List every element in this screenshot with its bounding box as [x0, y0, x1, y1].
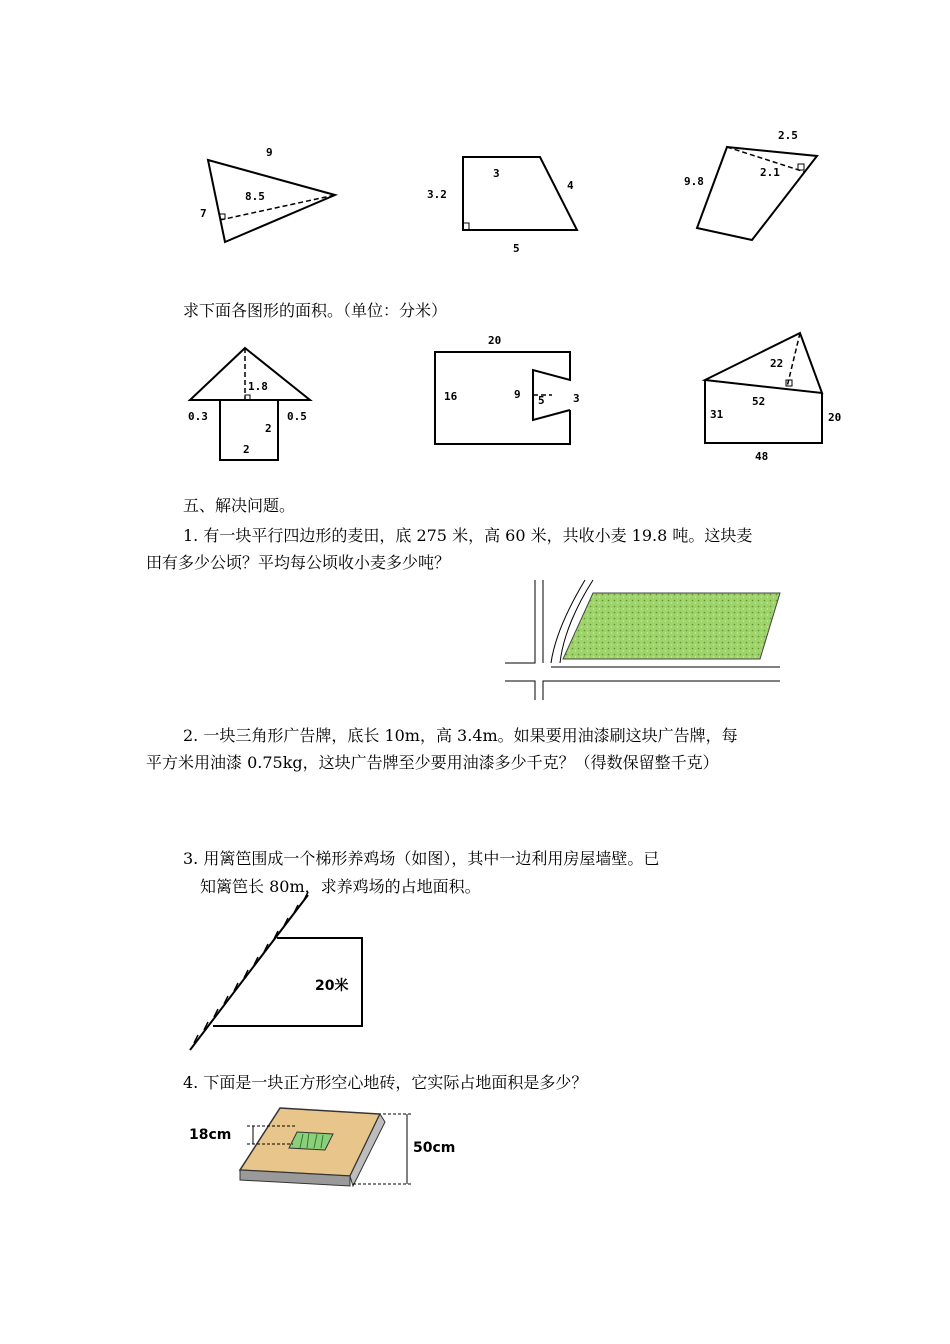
- house-bottom-label: 2: [243, 443, 250, 456]
- trapezoid-left-label: 3.2: [427, 188, 447, 201]
- notched-top-label: 20: [488, 334, 502, 347]
- triangle-height-label: 8.5: [245, 190, 265, 203]
- triangle-figure: [190, 140, 350, 260]
- problem-4-line-1: 4. 下面是一块正方形空心地砖，它实际占地面积是多少？: [183, 1073, 588, 1092]
- tile-outer-label: 50cm: [413, 1140, 456, 1156]
- notched-rect-figure: [430, 330, 590, 450]
- house-side-label: 2: [265, 422, 272, 435]
- parallelogram-height-label: 2.1: [760, 166, 780, 179]
- problem-2-line-1: 2. 一块三角形广告牌，底长 10m，高 3.4m。如果要用油漆刷这块广告牌，每: [183, 726, 738, 745]
- problem-3-line-1: 3. 用篱笆围成一个梯形养鸡场（如图），其中一边利用房屋墙壁。已: [183, 849, 660, 868]
- composite-right-label: 20: [828, 411, 842, 424]
- trapezoid-figure: [425, 145, 595, 260]
- notched-left-label: 16: [444, 390, 458, 403]
- trapezoid-right-label: 4: [567, 179, 574, 192]
- composite-tri-height-label: 22: [770, 357, 784, 370]
- problems-heading: 五、解决问题。: [183, 496, 296, 515]
- parallelogram-top-label: 2.5: [778, 129, 798, 142]
- wheat-field-illustration: [505, 575, 785, 705]
- parallelogram-figure: [680, 120, 840, 250]
- trapezoid-bottom-label: 5: [513, 242, 520, 255]
- trapezoid-top-label: 3: [493, 167, 500, 180]
- notched-notch-height-label: 5: [538, 394, 545, 407]
- house-figure: [185, 340, 325, 465]
- problem-2-line-2: 平方米用油漆 0.75kg，这块广告牌至少要用油漆多少千克？（得数保留整千克）: [146, 753, 719, 772]
- tile-inner-label: 18cm: [189, 1127, 232, 1143]
- problem-1-line-2: 田有多少公顷？平均每公顷收小麦多少吨？: [146, 553, 451, 572]
- problem-1-line-1: 1. 有一块平行四边形的麦田，底 275 米，高 60 米，共收小麦 19.8 吨。这块麦: [183, 526, 753, 545]
- house-height-label: 1.8: [248, 380, 268, 393]
- composite-left-label: 31: [710, 408, 724, 421]
- area-instruction: 求下面各图形的面积。（单位：分米）: [183, 301, 448, 320]
- composite-tri-base-label: 52: [752, 395, 766, 408]
- parallelogram-side-label: 9.8: [684, 175, 704, 188]
- house-right-label: 0.5: [287, 410, 307, 423]
- floor-tile-illustration: [185, 1100, 465, 1195]
- notched-notch-base-label: 9: [514, 388, 521, 401]
- house-left-label: 0.3: [188, 410, 208, 423]
- composite-bottom-label: 48: [755, 450, 769, 463]
- problem-3-line-2: 知篱笆长 80m，求养鸡场的占地面积。: [200, 877, 481, 896]
- chicken-farm-height-label: 20米: [315, 978, 349, 994]
- triangle-side-label: 7: [200, 207, 207, 220]
- triangle-top-label: 9: [266, 146, 273, 159]
- notched-right-label: 3: [573, 392, 580, 405]
- chicken-farm-figure: [180, 890, 380, 1060]
- composite-figure: [700, 325, 850, 465]
